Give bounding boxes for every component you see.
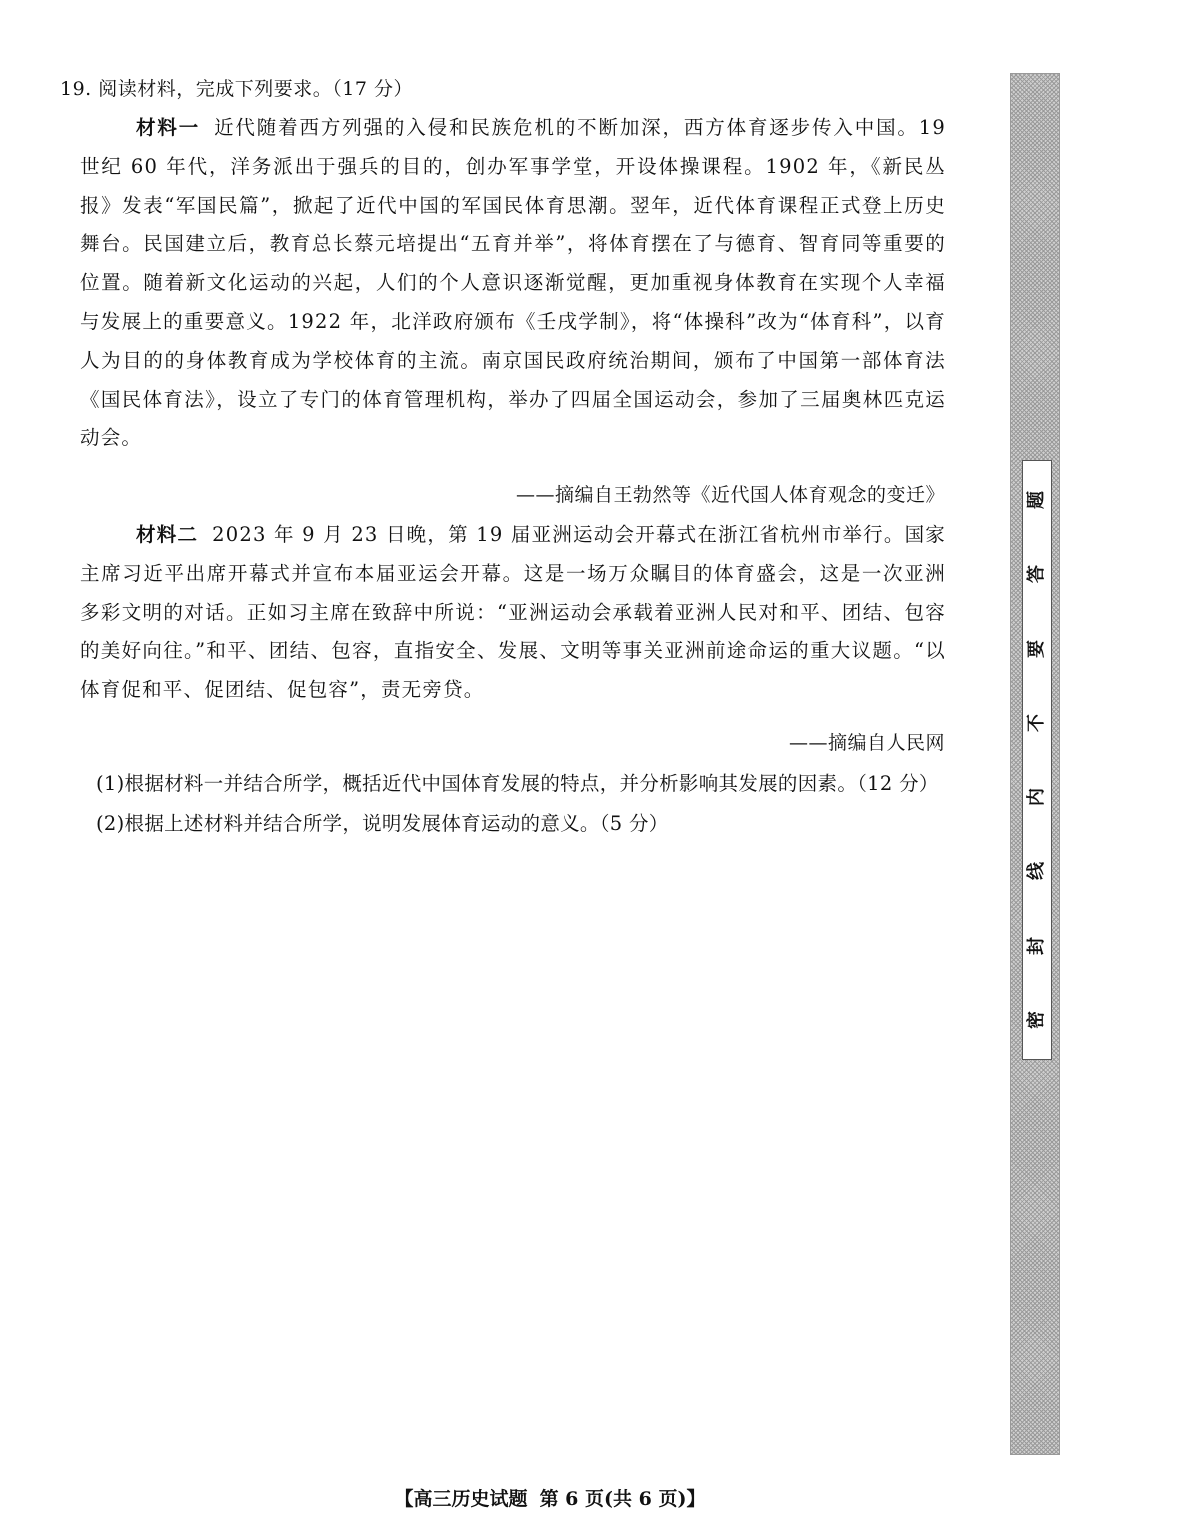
seal-char-6: 要 [1026,639,1047,658]
material-one-text: 近代随着西方列强的入侵和民族危机的不断加深，西方体育逐步传入中国。19 世纪 60 年代，洋务派出于强兵的目的，创办军事学堂，开设体操课程。1902 年，《新民丛报》发表“军国民篇”，掀起了近代中国的军国民体育思潮。翌年，近代体育课程正式登上历史舞台。民国建立后，教育总长蔡元培提出“五育并举”，将体育摆在了与德育、智育同等重要的位置。随着新文化运动的兴起，人们的个人意识逐渐觉醒，更加重视身体教育在实现个人幸福与发展上的重要意义。1922 年，北洋政府颁布《壬戌学制》，将“体操科”改为“体育科”，以育人为目的的身体教育成为学校体育的主流。南京国民政府统治期间，颁布了中国第一部体育法《国民体育法》，设立了专门的体育管理机构，举办了四届全国运动会，参加了三届奥林匹克运动会。 [80,116,946,450]
seal-char-7: 答 [1026,565,1047,584]
seal-char-8: 题 [1026,491,1047,509]
page-footer [0,1484,1100,1511]
seal-char-3: 线 [1026,862,1047,881]
material-one-label: 材料一 [136,116,201,139]
question-title: 19. 阅读材料，完成下列要求。（17 分） [60,78,413,100]
seal-char-1: 密 [1026,1010,1047,1029]
sub-question-2: (2)根据上述材料并结合所学，说明发展体育运动的意义。（5 分） [96,812,669,835]
footer-subject: 【高三历史试题 [394,1488,528,1510]
material-one [80,109,946,458]
material-two [80,516,946,710]
seal-char-4: 内 [1026,788,1047,807]
seal-char-2: 封 [1026,936,1047,955]
footer-page-number: 第 6 页(共 6 页)】 [539,1488,706,1510]
seal-line-notice [1022,460,1052,1060]
material-two-source: ——摘编自人民网 [788,732,945,754]
seal-char-5: 不 [1026,713,1047,732]
material-two-text: 2023 年 9 月 23 日晚，第 19 届亚洲运动会开幕式在浙江省杭州市举行。国家主席习近平出席开幕式并宣布本届亚运会开幕。这是一场万众瞩目的体育盛会，这是一次亚洲多彩文明的对话。正如习主席在致辞中所说：“亚洲运动会承载着亚洲人民对和平、团结、包容的美好向往。”和平、团结、包容，直指安全、发展、文明等事关亚洲前途命运的重大议题。“以体育促和平、促团结、促包容”，责无旁贷。 [80,523,946,702]
material-two-label: 材料二 [136,523,199,546]
sub-question-1: (1)根据材料一并结合所学，概括近代中国体育发展的特点，并分析影响其发展的因素。（12 分） [96,772,939,795]
material-one-source: ——摘编自王勃然等《近代国人体育观念的变迁》 [515,484,945,506]
